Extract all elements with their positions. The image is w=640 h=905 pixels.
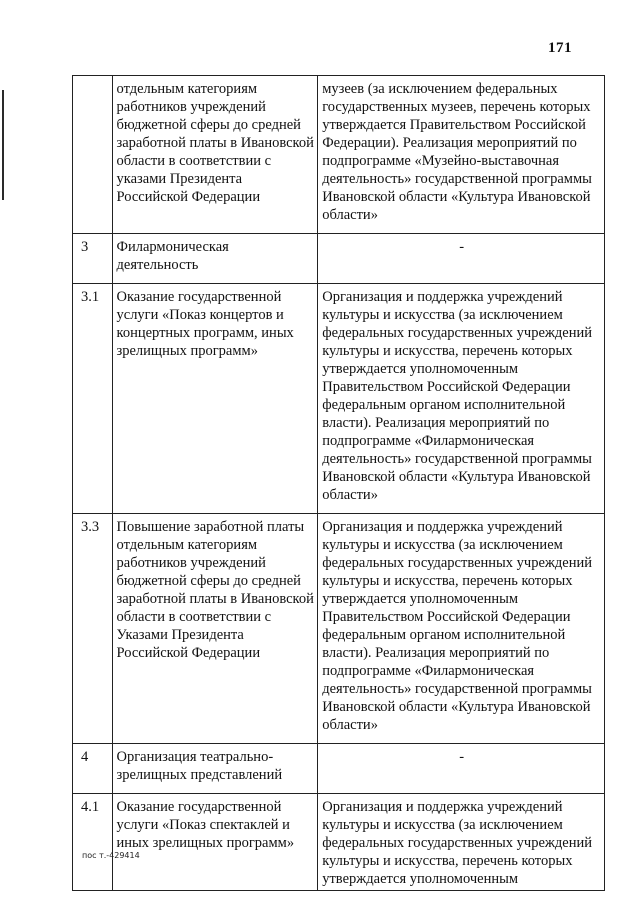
table-row <box>73 794 605 891</box>
document-footer-code: пос т.-429414 <box>82 851 140 860</box>
program-table <box>72 75 605 891</box>
row-description-cell: Организация и поддержка учреждений культуры и искусства (за исключением федеральных государственных учреждений культуры и искусства, перечень которых утверждается уполномоченным Правительством Российской Федерации федеральным органом исполнительной власти). Реализация мероприятий по подпрограмме «Филармоническая деятельность» государственной программы Ивановской области «Культура Ивановской области» <box>318 514 605 744</box>
row-number-cell: 3.1 <box>73 284 113 514</box>
table-row <box>73 234 605 284</box>
table-row <box>73 744 605 794</box>
row-name-cell: Оказание государственной услуги «Показ спектаклей и иных зрелищных программ» <box>112 794 318 891</box>
row-name-cell: отдельным категориям работников учреждений бюджетной сферы до средней заработной платы в Ивановской области в соответствии с указами Президента Российской Федерации <box>112 76 318 234</box>
row-number-cell: 4.1 <box>73 794 113 891</box>
table-row <box>73 284 605 514</box>
row-name-cell: Повышение заработной платы отдельным категориям работников учреждений бюджетной сферы до средней заработной платы в Ивановской области в соответствии с Указами Президента Российской Федерации <box>112 514 318 744</box>
row-name-cell: Филармоническая деятельность <box>112 234 318 284</box>
row-name-cell: Организация театрально-зрелищных представлений <box>112 744 318 794</box>
table-row <box>73 76 605 234</box>
row-number-cell: 4 <box>73 744 113 794</box>
row-description-cell: Организация и поддержка учреждений культуры и искусства (за исключением федеральных государственных учреждений культуры и искусства, перечень которых утверждается уполномоченным Правительством Российской Федерации федеральным органом исполнительной власти). Реализация мероприятий по подпрограмме «Филармоническая деятельность» государственной программы Ивановской области «Культура Ивановской области» <box>318 284 605 514</box>
row-description-cell: музеев (за исключением федеральных государственных музеев, перечень которых утверждается Правительством Российской Федерации). Реализация мероприятий по подпрограмме «Музейно-выставочная деятельность» государственной программы Ивановской области «Культура Ивановской области» <box>318 76 605 234</box>
row-description-cell: Организация и поддержка учреждений культуры и искусства (за исключением федеральных государственных учреждений культуры и искусства, перечень которых утверждается уполномоченным <box>318 794 605 891</box>
table-row <box>73 514 605 744</box>
row-number-cell: 3.3 <box>73 514 113 744</box>
page-number: 171 <box>548 40 572 56</box>
row-description-cell: - <box>318 744 605 794</box>
scan-edge-mark <box>2 90 4 200</box>
row-number-cell: 3 <box>73 234 113 284</box>
row-description-cell: - <box>318 234 605 284</box>
row-number-cell <box>73 76 113 234</box>
row-name-cell: Оказание государственной услуги «Показ концертов и концертных программ, иных зрелищных программ» <box>112 284 318 514</box>
